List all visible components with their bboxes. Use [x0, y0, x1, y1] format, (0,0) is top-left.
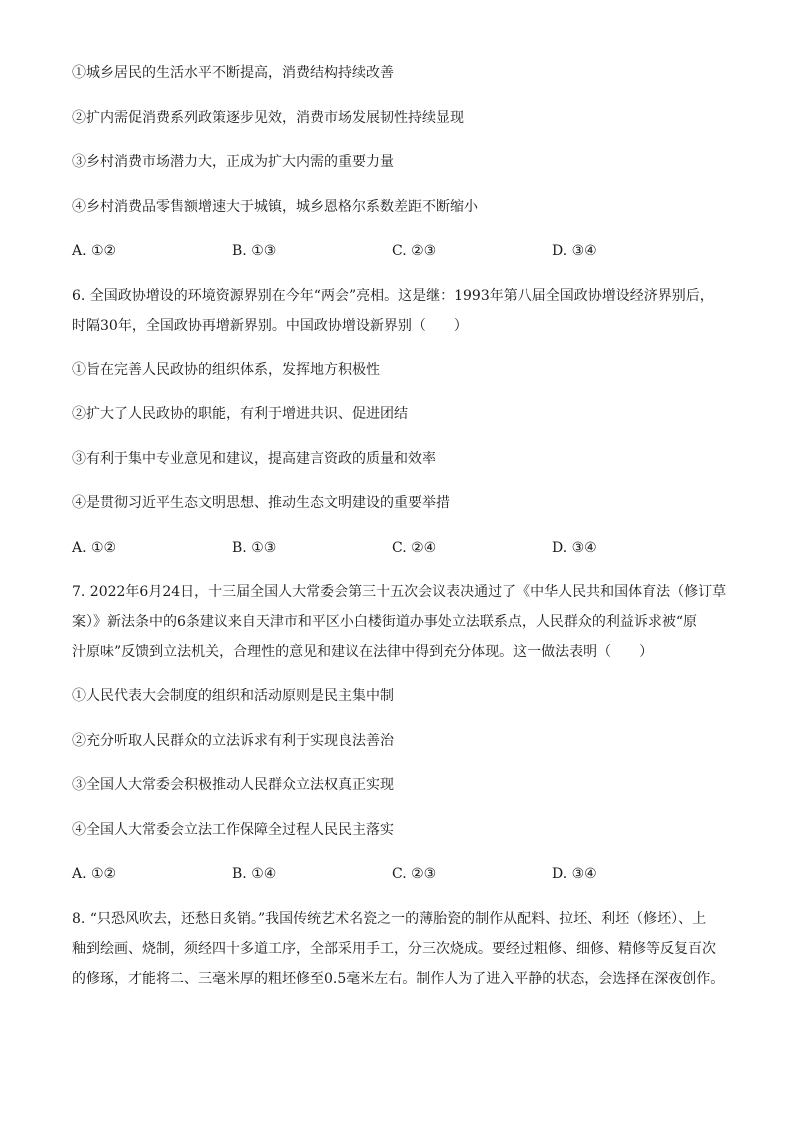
question-5: [72, 62, 732, 285]
question-6: [72, 285, 732, 582]
option-c: C. ②③: [392, 866, 437, 882]
question-stem: [72, 581, 732, 663]
option-a: A. ①②: [72, 539, 117, 556]
statement: ④全国人大常委会立法工作保障全过程人民民主落实: [72, 821, 394, 838]
exam-page: [72, 62, 732, 990]
option-c: C. ②③: [392, 243, 437, 259]
answer-options: [72, 240, 732, 285]
option-d: D. ③④: [552, 866, 597, 882]
option-a: A. ①②: [72, 243, 117, 259]
statement: ①城乡居民的生活水平不断提高，消费结构持续改善: [72, 65, 394, 81]
stem-line: 釉到绘画、烧制，须经四十多道工序，全部采用手工，分三次烧成。要经过粗修、细修、精修等反复百次: [72, 940, 716, 957]
statement: ②扩大了人民政协的职能，有利于增进共识、促进团结: [72, 406, 408, 422]
option-d: D. ③④: [552, 243, 597, 259]
statement: ④是贯彻习近平生态文明思想、推动生态文明建设的重要举措: [72, 495, 450, 511]
option-b: B. ①③: [232, 243, 277, 259]
statement: ③乡村消费市场潜力大，正成为扩大内需的重要力量: [72, 154, 394, 170]
statement: ③全国人大常委会积极推动人民群众立法权真正实现: [72, 777, 394, 793]
stem-line: 汁原味”反馈到立法机关，合理性的意见和建议在法律中得到充分体现。这一做法表明（ ）: [72, 644, 654, 660]
option-c: C. ②④: [392, 539, 437, 556]
question-7: [72, 581, 732, 908]
statement: ②扩内需促消费系列政策逐步见效，消费市场发展韧性持续显现: [72, 109, 464, 126]
question-8: [72, 908, 732, 990]
stem-line: 7. 2022年6月24日，十三届全国人大常委会第三十五次会议表决通过了《中华人民共和国体育法（修订草: [72, 584, 727, 600]
statement: ①人民代表大会制度的组织和活动原则是民主集中制: [72, 688, 394, 704]
option-b: B. ①④: [232, 866, 277, 882]
question-stem: [72, 908, 732, 990]
statement: ④乡村消费品零售额增速大于城镇，城乡恩格尔系数差距不断缩小: [72, 198, 478, 215]
statement: ③有利于集中专业意见和建议，提高建言资政的质量和效率: [72, 450, 436, 467]
stem-line: 时隔30年，全国政协再增新界别。中国政协增设新界别（ ）: [72, 317, 468, 334]
option-b: B. ①③: [232, 539, 277, 556]
answer-options: [72, 863, 732, 908]
option-d: D. ③④: [552, 539, 597, 556]
stem-line: 案）》新法条中的6条建议来自天津市和平区小白楼街道办事处立法联系点，人民群众的利益诉求被“原: [72, 614, 698, 630]
answer-options: [72, 537, 732, 582]
question-stem: [72, 285, 732, 337]
option-a: A. ①②: [72, 866, 117, 882]
stem-line: 6. 全国政协增设的环境资源界别在今年“两会”亮相。这是继：1993年第八届全国政协增设经济界别后，: [72, 287, 714, 304]
statement: ②充分听取人民群众的立法诉求有利于实现良法善治: [72, 732, 394, 749]
stem-line: 的修琢，才能将二、三毫米厚的粗坯修至0.5毫米左右。制作人为了进入平静的状态，会选择在深夜创作。: [72, 970, 725, 987]
stem-line: 8. “只恐风吹去，还愁日炙销。”我国传统艺术名瓷之一的薄胎瓷的制作从配料、拉坯、利坯（修坯）、上: [72, 910, 707, 927]
statement: ①旨在完善人民政协的组织体系，发挥地方积极性: [72, 361, 380, 378]
